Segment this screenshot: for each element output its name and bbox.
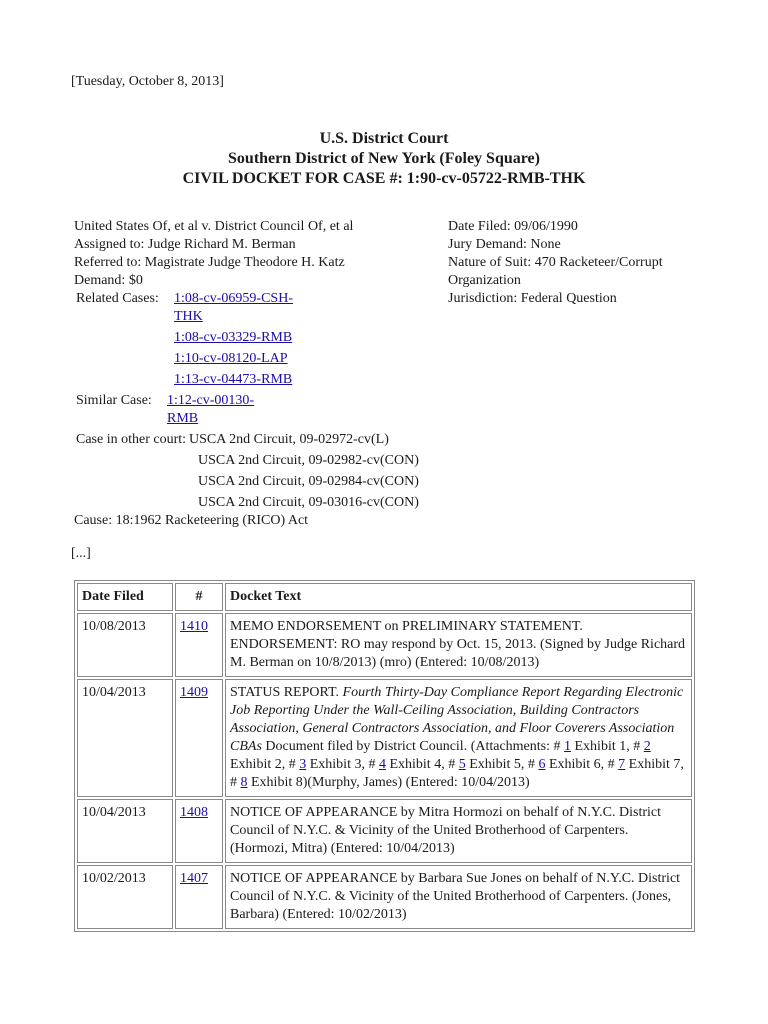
other-court-case: USCA 2nd Circuit, 09-02984-cv(CON)	[198, 474, 419, 489]
referred-judge: Referred to: Magistrate Judge Theodore H. Katz	[74, 255, 345, 270]
attachment-link[interactable]: 8	[240, 775, 248, 790]
related-case-link[interactable]: 1:13-cv-04473-RMB	[174, 372, 293, 387]
docket-heading	[0, 129, 768, 189]
docket-table	[74, 580, 695, 932]
entry-text-suffix: Document filed by District Council. (Attachments: #	[261, 739, 564, 754]
case-info-left	[74, 218, 444, 530]
entry-date: 10/08/2013	[77, 613, 173, 677]
entry-date: 10/04/2013	[77, 799, 173, 863]
header-docket-text: Docket Text	[225, 583, 692, 611]
entry-number-link[interactable]: 1407	[180, 871, 208, 886]
related-case-link[interactable]: 1:10-cv-08120-LAP	[174, 351, 288, 366]
attachment-label: Exhibit 3, #	[306, 757, 379, 772]
docket-header-row	[77, 583, 692, 611]
similar-case-link[interactable]: 1:12-cv-00130-RMB	[167, 393, 255, 426]
court-name: U.S. District Court	[319, 130, 449, 147]
entry-text: MEMO ENDORSEMENT on PRELIMINARY STATEMENT. ENDORSEMENT: RO may respond by Oct. 15, 2013. (Signed by Judge Richard M. Berman on 10/8/2013) (mro) (Entered: 10/08/2013)	[225, 613, 692, 677]
related-cases	[74, 290, 444, 389]
docket-row	[77, 865, 692, 929]
other-court-label: Case in other court:	[76, 432, 187, 447]
case-info-right	[448, 218, 698, 308]
docket-row	[77, 613, 692, 677]
case-parties: United States Of, et al v. District Council Of, et al	[74, 219, 354, 234]
nature-of-suit: Nature of Suit: 470 Racketeer/Corrupt Organization	[448, 255, 663, 288]
header-date-filed: Date Filed	[77, 583, 173, 611]
entry-text: NOTICE OF APPEARANCE by Barbara Sue Jones on behalf of N.Y.C. District Council of N.Y.C. & Vicinity of the United Brotherhood of Carpenters. (Jones, Barbara) (Entered: 10/02/2013)	[225, 865, 692, 929]
other-court-case: USCA 2nd Circuit, 09-03016-cv(CON)	[198, 495, 419, 510]
attachment-link[interactable]: 7	[618, 757, 626, 772]
district-name: Southern District of New York (Foley Square)	[228, 150, 540, 167]
related-case-link[interactable]: 1:08-cv-06959-CSH-THK	[174, 291, 293, 324]
demand: Demand: $0	[74, 273, 143, 288]
jurisdiction: Jurisdiction: Federal Question	[448, 291, 617, 306]
related-cases-label: Related Cases:	[76, 291, 159, 306]
attachment-label: Exhibit 6, #	[545, 757, 619, 772]
jury-demand: Jury Demand: None	[448, 237, 561, 252]
similar-case	[74, 392, 444, 428]
attachment-link[interactable]: 5	[458, 757, 466, 772]
omitted-marker: [...]	[71, 546, 91, 561]
entry-number-link[interactable]: 1410	[180, 619, 208, 634]
docket-row	[77, 679, 692, 797]
entry-number-link[interactable]: 1408	[180, 805, 208, 820]
attachment-link[interactable]: 6	[538, 757, 546, 772]
attachment-label: Exhibit 8)(Murphy, James) (Entered: 10/04/2013)	[247, 775, 530, 790]
attachment-link[interactable]: 3	[299, 757, 307, 772]
case-title: CIVIL DOCKET FOR CASE #: 1:90-cv-05722-RMB-THK	[182, 170, 586, 187]
entry-text-prefix: STATUS REPORT.	[230, 685, 343, 700]
attachment-label: Exhibit 2, #	[230, 757, 300, 772]
attachment-link[interactable]: 1	[564, 739, 571, 754]
attachment-label: Exhibit 5, #	[465, 757, 539, 772]
attachment-link[interactable]: 2	[643, 739, 651, 754]
entry-date: 10/02/2013	[77, 865, 173, 929]
attachment-label: Exhibit 7, #	[230, 757, 684, 790]
attachment-link[interactable]: 4	[378, 757, 386, 772]
entry-text-description: Fourth Thirty-Day Compliance Report Regarding Electronic Job Reporting Under the Wall-Ceiling Association, Building Contractors Association, General Contractors Association, and Floor Coverers Association CBAs	[230, 685, 684, 754]
entry-text: NOTICE OF APPEARANCE by Mitra Hormozi on behalf of N.Y.C. District Council of N.Y.C. & Vicinity of the United Brotherhood of Carpenters. (Hormozi, Mitra) (Entered: 10/04/2013)	[225, 799, 692, 863]
date-filed: Date Filed: 09/06/1990	[448, 219, 578, 234]
assigned-judge: Assigned to: Judge Richard M. Berman	[74, 237, 296, 252]
related-case-link[interactable]: 1:08-cv-03329-RMB	[174, 330, 293, 345]
docket-date: [Tuesday, October 8, 2013]	[71, 74, 224, 89]
header-number: #	[175, 583, 223, 611]
similar-case-label: Similar Case:	[76, 393, 152, 408]
other-court-case: USCA 2nd Circuit, 09-02972-cv(L)	[189, 432, 389, 447]
case-cause: Cause: 18:1962 Racketeering (RICO) Act	[74, 513, 309, 528]
docket-row	[77, 799, 692, 863]
attachment-label: Exhibit 4, #	[385, 757, 459, 772]
entry-text	[225, 679, 692, 797]
entry-number-link[interactable]: 1409	[180, 685, 208, 700]
entry-date: 10/04/2013	[77, 679, 173, 797]
other-court-cases	[74, 431, 444, 512]
other-court-case: USCA 2nd Circuit, 09-02982-cv(CON)	[198, 453, 419, 468]
attachment-label: Exhibit 1, #	[571, 739, 644, 754]
